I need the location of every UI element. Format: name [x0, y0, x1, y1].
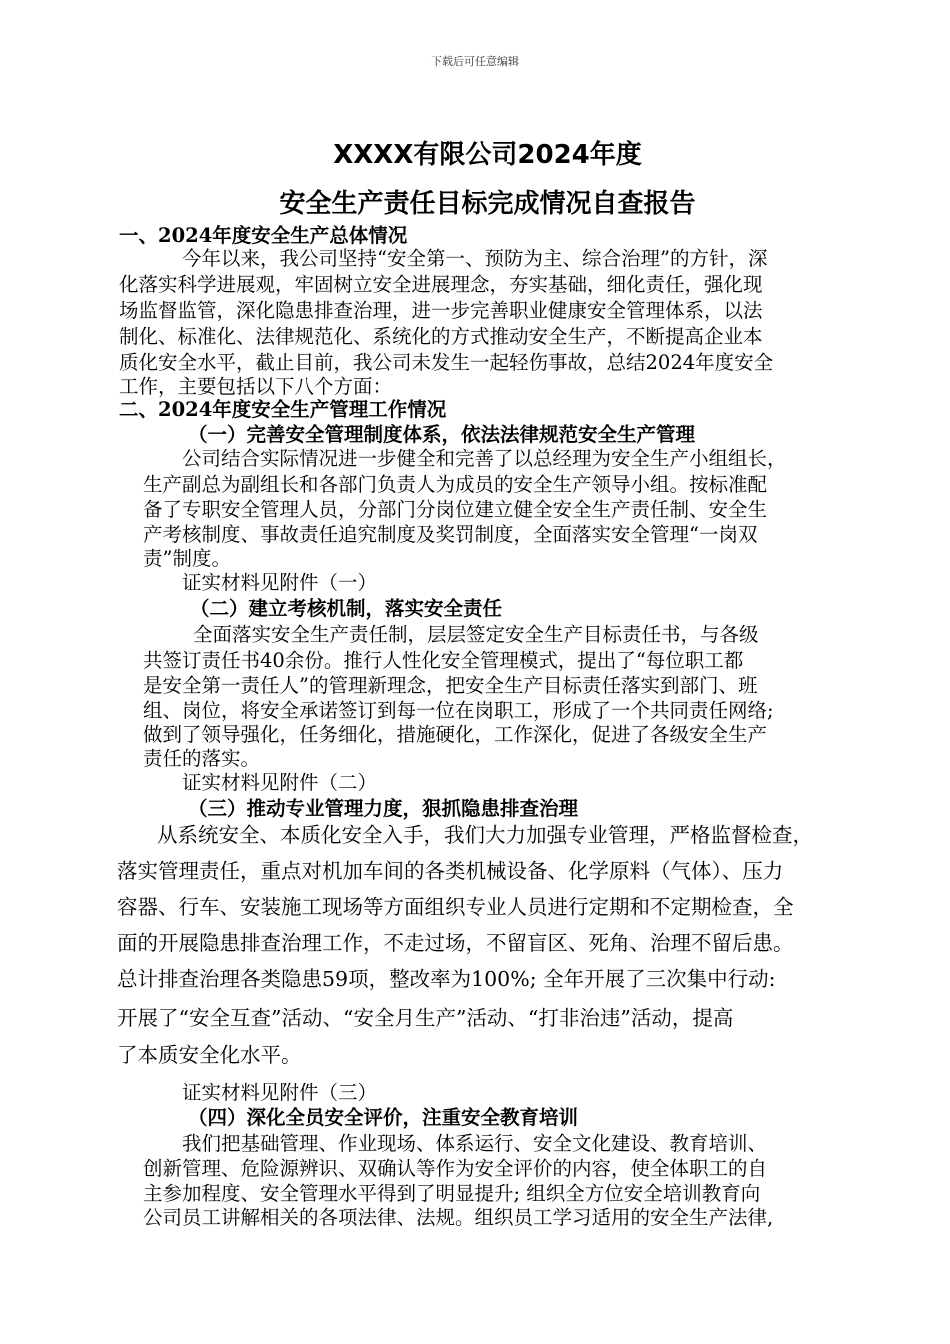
paragraph-line: 开展了“安全互查”活动、“安全月生产”活动、“打非治违”活动，提高 [117, 1006, 734, 1030]
paragraph-line: 我们把基础管理、作业现场、体系运行、安全文化建设、教育培训、 [182, 1132, 768, 1155]
document-title-line2: 安全生产责任目标完成情况自查报告 [279, 189, 696, 219]
paragraph-line: 落实管理责任，重点对机加车间的各类机械设备、化学原料（气体）、压力 [117, 859, 784, 883]
paragraph-line: 备了专职安全管理人员，分部门分岗位建立健全安全生产责任制、安全生 [143, 498, 768, 521]
paragraph-line: 质化安全水平，截止目前，我公司未发生一起轻伤事故，总结2024年度安全 [119, 351, 774, 374]
subsection-heading-1: （一）完善安全管理制度体系，依法法律规范安全生产管理 [188, 423, 696, 446]
paragraph-line: 责”制度。 [143, 547, 231, 570]
section-heading-2: 二、2024年度安全生产管理工作情况 [119, 398, 447, 421]
paragraph-line: 今年以来，我公司坚持“安全第一、预防为主、综合治理”的方针，深 [182, 247, 768, 270]
paragraph-line: 面的开展隐患排查治理工作，不走过场，不留盲区、死角、治理不留后患。 [117, 931, 794, 955]
paragraph-line: 生产副总为副组长和各部门负责人为成员的安全生产领导小组。按标准配 [143, 473, 768, 496]
evidence-note-3: 证实材料见附件（三） [182, 1081, 378, 1104]
document-title-line1: XXXX有限公司2024年度 [333, 140, 642, 170]
paragraph-line: 主参加程度、安全管理水平得到了明显提升; 组织全方位安全培训教育向 [143, 1182, 761, 1205]
paragraph-line: 责任的落实。 [143, 747, 261, 770]
header-note: 下载后可任意编辑 [431, 55, 519, 68]
paragraph-line: 产考核制度、事故责任追究制度及奖罚制度，全面落实安全管理“一岗双 [143, 523, 758, 546]
paragraph-line: 制化、标准化、法律规范化、系统化的方式推动安全生产，不断提高企业本 [119, 325, 763, 348]
paragraph-line: 从系统安全、本质化安全入手，我们大力加强专业管理，严格监督检查， [157, 823, 813, 847]
paragraph-line: 容器、行车、安装施工现场等方面组织专业人员进行定期和不定期检查，全 [117, 895, 794, 919]
subsection-heading-2: （二）建立考核机制，落实安全责任 [190, 597, 503, 620]
paragraph-line: 场监督监管，深化隐患排查治理，进一步完善职业健康安全管理体系，以法 [119, 299, 763, 322]
paragraph-line: 总计排查治理各类隐患59项，整改率为100%; 全年开展了三次集中行动: [117, 967, 776, 991]
section-heading-1: 一、2024年度安全生产总体情况 [119, 224, 408, 247]
paragraph-line: 化落实科学进展观，牢固树立安全进展理念，夯实基础，细化责任，强化现 [119, 273, 763, 296]
paragraph-line: 做到了领导强化，任务细化，措施硬化，工作深化，促进了各级安全生产 [143, 723, 768, 746]
paragraph-line: 全面落实安全生产责任制，层层签定安全生产目标责任书，与各级 [193, 623, 759, 646]
evidence-note-1: 证实材料见附件（一） [182, 571, 378, 594]
evidence-note-2: 证实材料见附件（二） [182, 771, 378, 794]
paragraph-line: 共签订责任书40余份。推行人性化安全管理模式，提出了“每位职工都 [143, 649, 744, 672]
paragraph-line: 了本质安全化水平。 [117, 1043, 302, 1067]
subsection-heading-3: （三）推动专业管理力度，狠抓隐患排查治理 [188, 797, 579, 820]
paragraph-line: 创新管理、危险源辨识、双确认等作为安全评价的内容，使全体职工的自 [143, 1157, 768, 1180]
paragraph-line: 工作，主要包括以下八个方面： [119, 375, 393, 398]
paragraph-line: 公司结合实际情况进一步健全和完善了以总经理为安全生产小组组长， [182, 447, 787, 470]
paragraph-line: 公司员工讲解相关的各项法律、法规。组织员工学习适用的安全生产法律, [143, 1206, 774, 1229]
subsection-heading-4: （四）深化全员安全评价，注重安全教育培训 [188, 1106, 579, 1129]
paragraph-line: 组、岗位，将安全承诺签订到每一位在岗职工，形成了一个共同责任网络; [143, 699, 774, 722]
paragraph-line: 是安全第一责任人”的管理新理念，把安全生产目标责任落实到部门、班 [143, 674, 758, 697]
